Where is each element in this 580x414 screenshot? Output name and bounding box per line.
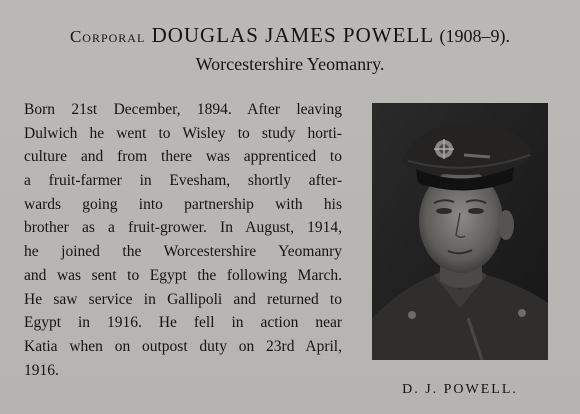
biography-line: culture and from there was apprenticed to: [24, 148, 342, 166]
page-title: [0, 22, 580, 50]
unit-subtitle: Worcestershire Yeomanry.: [195, 54, 385, 74]
portrait-illustration: [372, 103, 548, 360]
biography-line: Born 21st December, 1894. After leaving: [24, 101, 342, 118]
soldier-name: DOUGLAS JAMES POWELL: [151, 23, 434, 47]
biography-line: he joined the Worcestershire Yeomanry: [24, 243, 342, 261]
biography-line: Egypt in 1916. He fell in action near: [24, 314, 342, 332]
biography-line: He saw service in Gallipoli and returned to: [24, 290, 342, 308]
biography-line: brother as a fruit-grower. In August, 1914,: [24, 219, 342, 237]
biography-line: Katia when on outpost duty on 23rd April,: [24, 337, 342, 355]
portrait-photo: [372, 103, 548, 360]
years-label: (1908–9).: [439, 26, 511, 46]
biography-line: Dulwich he went to Wisley to study horti-: [24, 124, 342, 142]
biography-line: a fruit-farmer in Evesham, shortly after-: [24, 172, 342, 190]
biography-line: wards going into partnership with his: [24, 195, 342, 213]
rank-label: Corporal: [69, 27, 146, 46]
biography-text: [24, 98, 342, 382]
biography-line: and was sent to Egypt the following March.: [24, 266, 342, 284]
photo-caption: D. J. POWELL.: [402, 382, 518, 397]
biography-line: 1916.: [24, 361, 59, 379]
